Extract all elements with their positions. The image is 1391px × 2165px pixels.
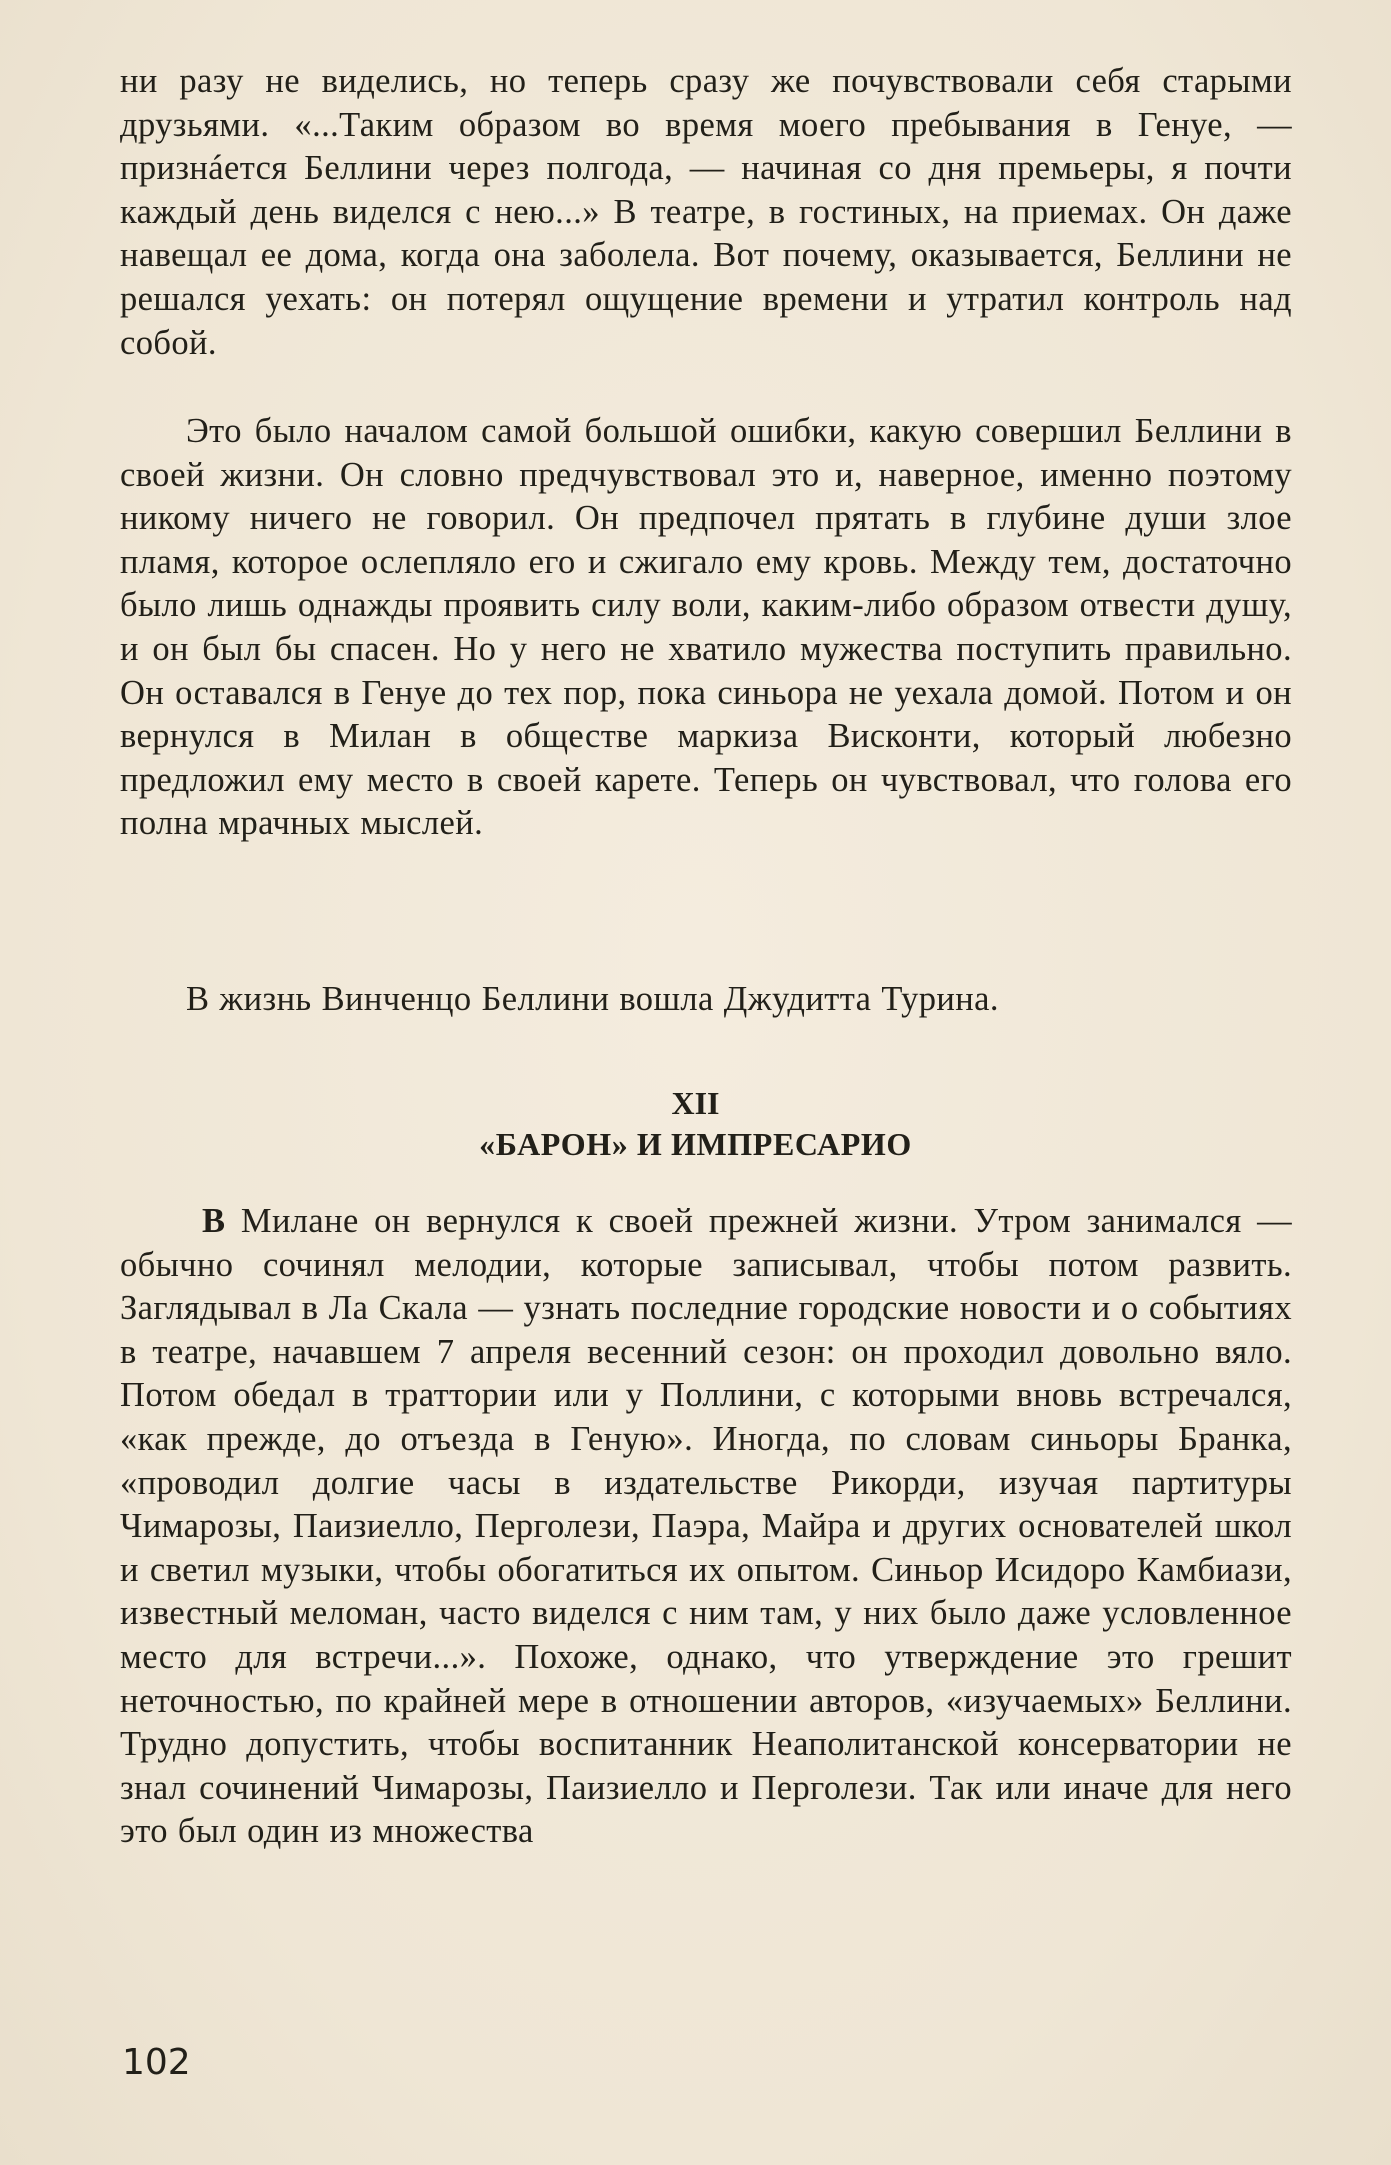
paragraph-4 — [120, 1200, 1292, 1854]
page-number: 102 — [122, 2042, 191, 2083]
paragraph-2: Это было началом самой большой ошибки, какую совершил Беллини в своей жизни. Он словно предчувствовал это и, наверное, именно поэтому никому ничего не говорил. Он предпочел прятать в глубине души злое пламя, которое ослепляло его и сжигало ему кровь. Между тем, достаточно было лишь однажды проявить силу воли, каким-либо образом отвести душу, и он был бы спасен. Но у него не хватило мужества поступить правильно. Он оставался в Генуе до тех пор, пока синьора не уехала домой. Потом и он вернулся в Милан в обществе маркиза Висконти, который любезно предложил ему место в своей карете. Теперь он чувствовал, что голова его полна мрачных мыслей. — [120, 412, 1292, 843]
chapter-title: «БАРОН» И ИМПРЕСАРИО — [479, 1126, 912, 1162]
paragraph-4-text: Милане он вернулся к своей прежней жизни. Утром занимался — обычно сочинял мелодии, которые записывал, чтобы потом развить. Заглядывал в Ла Скала — узнать последние городские новости и о событиях в театре, начавшем 7 апреля весенний сезон: он проходил довольно вяло. Потом обедал в траттории или у Поллини, с которыми вновь встречался, «как прежде, до отъезда в Геную». Иногда, по словам синьоры Бранка, «проводил долгие часы в издательстве Рикорди, изучая партитуры Чимарозы, Паизиелло, Перголези, Паэра, Майра и других основателей школ и светил музыки, чтобы обогатиться их опытом. Синьор Исидоро Камбиази, известный меломан, часто виделся с ним там, у них было даже условленное место для встречи...». Похоже, однако, что утверждение это грешит неточностью, по крайней мере в отношении авторов, «изучаемых» Беллини. Трудно допустить, чтобы воспитанник Неаполитанской консерватории не знал сочинений Чимарозы, Паизиелло и Перголези. Так или иначе для него это был один из множества — [120, 1202, 1292, 1851]
initial-letter: В — [202, 1202, 226, 1240]
chapter-number: XII — [671, 1085, 720, 1121]
paragraph-1: ни разу не виделись, но теперь сразу же почувствовали себя старыми друзьями. «...Таким образом во время моего пребывания в Генуе, — признáется Беллини через полгода, — начиная со дня премьеры, я почти каждый день виделся с нею...» В театре, в гостиных, на приемах. Он даже навещал ее дома, когда она заболела. Вот почему, оказывается, Беллини не решался уехать: он потерял ощущение времени и утратил контроль над собой. — [120, 62, 1292, 362]
paragraph-3: В жизнь Винченцо Беллини вошла Джудитта Турина. — [186, 980, 999, 1018]
